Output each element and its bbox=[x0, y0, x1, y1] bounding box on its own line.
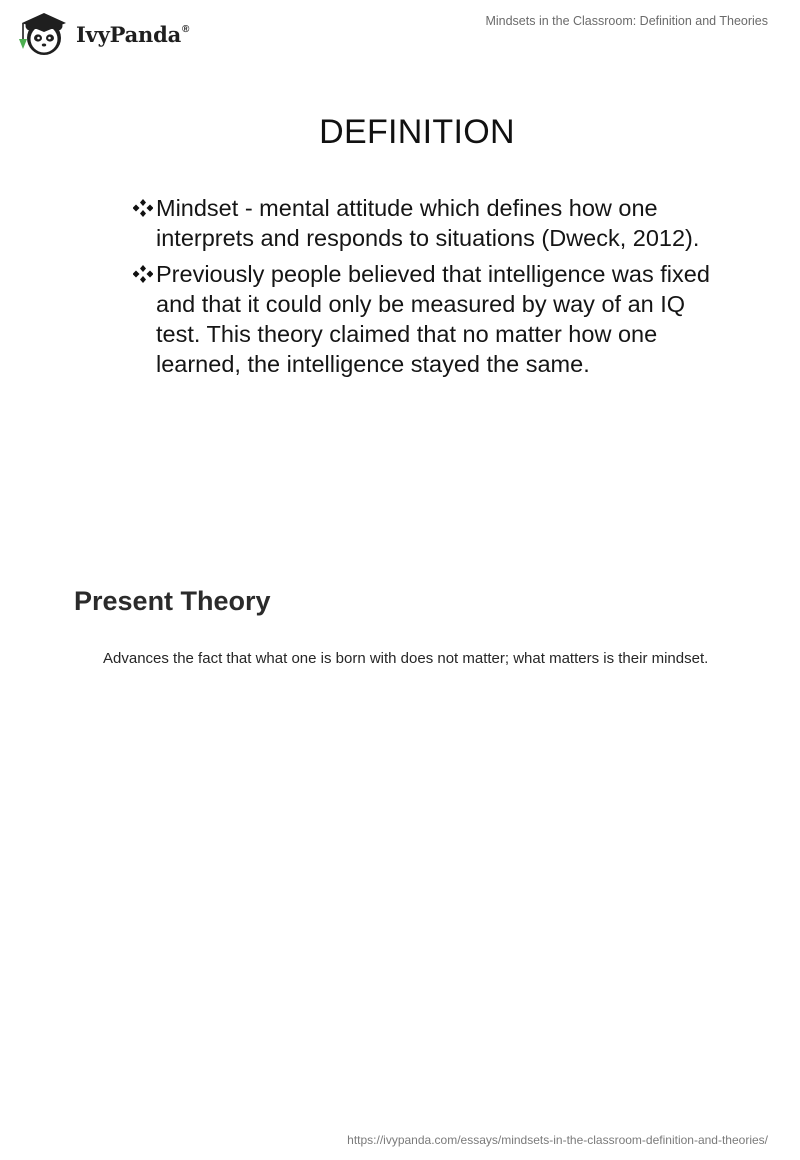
page-header bbox=[0, 0, 800, 70]
section-heading: Present Theory bbox=[74, 586, 271, 616]
four-diamond-bullet-icon bbox=[133, 199, 153, 217]
document-title: Mindsets in the Classroom: Definition and Theories bbox=[485, 14, 768, 28]
footer-url[interactable]: https://ivypanda.com/essays/mindsets-in-the-classroom-definition-and-theories/ bbox=[347, 1133, 768, 1147]
section-paragraph: Advances the fact that what one is born with does not matter; what matters is their mindset. bbox=[103, 650, 709, 667]
slide-title: DEFINITION bbox=[319, 113, 515, 151]
bullet-item bbox=[133, 193, 713, 253]
definition-bullet-list bbox=[133, 193, 713, 385]
panda-graduation-cap-icon bbox=[14, 8, 72, 58]
bullet-item bbox=[133, 259, 713, 379]
brand-logo[interactable] bbox=[14, 8, 189, 58]
four-diamond-bullet-icon bbox=[133, 265, 153, 283]
registered-mark: ® bbox=[182, 23, 190, 35]
bullet-text: Previously people believed that intelligence was fixed and that it could only be measured by way of an IQ test. This theory claimed that no matter how one learned, the intelligence stayed the same. bbox=[156, 261, 710, 377]
brand-name: IvyPanda® bbox=[76, 21, 190, 47]
bullet-text: Mindset - mental attitude which defines how one interprets and responds to situations (Dweck, 2012). bbox=[156, 195, 700, 251]
